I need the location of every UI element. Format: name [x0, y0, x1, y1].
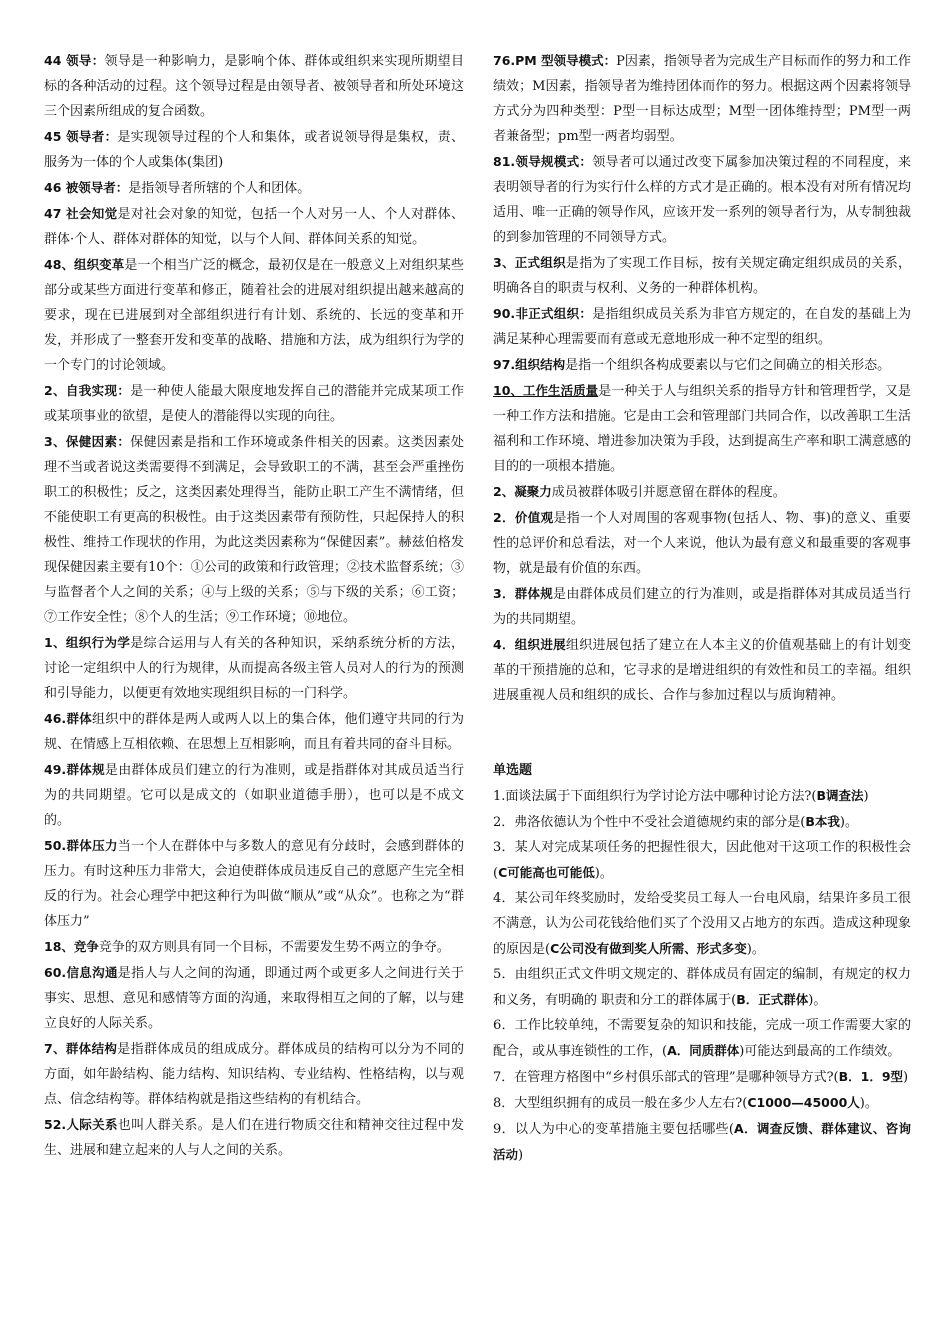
right-column: [493, 48, 911, 1168]
definition-entry: [44, 378, 464, 429]
question-text: 4．某公司年终奖励时，发给受奖员工每人一台电风扇，结果许多员工很不满意，认为公司花钱给他们买了个没用又占地方的东西。造成这种现象的原因是(: [493, 891, 911, 957]
definition-term: 10、工作生活质量: [493, 383, 599, 398]
question-tail: )。: [808, 993, 827, 1008]
question-tail: )。: [594, 866, 613, 881]
definition-text: 组织中的群体是两人或两人以上的集合体，他们遵守共同的行为规、在情感上互相依赖、在思想上互相影响，而且有着共同的奋斗目标。: [44, 712, 464, 752]
definition-term: 90.非正式组织：: [493, 306, 593, 321]
question-answer: C可能高也可能低: [498, 865, 595, 880]
definition-entry: [493, 352, 911, 378]
definition-entry: [44, 1112, 464, 1163]
question-answer: B．正式群体: [736, 992, 809, 1007]
definition-entry: [44, 124, 464, 175]
definition-term: 45 领导者：: [44, 129, 118, 144]
definition-entry: [493, 581, 911, 632]
definition-text: 是由群体成员们建立的行为准则，或是指群体对其成员适当行为的共同期望。它可以是成文的（如职业道德手册），也可以是不成文的。: [44, 763, 464, 828]
definition-term: 4．组织进展: [493, 637, 566, 652]
left-column: [44, 48, 464, 1163]
definition-text: 是指一个组织各构成要素以与它们之间确立的相关形态。: [565, 358, 891, 373]
question-text: 2．弗洛依德认为个性中不受社会道德规约束的部分是(: [493, 815, 806, 830]
quiz-title: 单选题: [493, 763, 533, 778]
definition-text: 领导者可以通过改变下属参加决策过程的不同程度，来表明领导者的行为实行什么样的方式才是正确的。根本没有对所有情况均适用、唯一正确的领导作风，应该开发一系列的领导者行为，从专制独裁的到参加管理的不同领导方式。: [493, 155, 911, 245]
definition-entry: [493, 149, 911, 250]
definition-entry: [493, 250, 911, 301]
definition-term: 2、自我实现：: [44, 383, 131, 398]
question-text: 1.面谈法属于下面组织行为学讨论方法中哪种讨论方法?(: [493, 789, 817, 804]
definition-text: 是实现领导过程的个人和集体，或者说领导得是集权，责、服务为一体的个人或集体(集团): [44, 130, 464, 170]
quiz-question: [493, 835, 911, 886]
quiz-question: [493, 809, 911, 835]
definition-term: 3．群体规: [493, 586, 554, 601]
definition-term: 97.组织结构: [493, 357, 566, 372]
quiz-question: [493, 1013, 911, 1064]
question-answer: B调查法: [816, 788, 864, 803]
definition-entry: [44, 833, 464, 934]
quiz-question: [493, 962, 911, 1013]
definition-text: 是一种使人能最大限度地发挥自己的潜能并完成某项工作或某项事业的欲望，是使人的潜能得以实现的向往。: [44, 384, 464, 424]
quiz-question: [493, 1064, 911, 1090]
definition-text: 领导是一种影响力，是影响个体、群体或组织来实现所期望目标的各种活动的过程。这个领导过程是由领导者、被领导者和所处环境这三个因素所组成的复合函数。: [44, 54, 464, 119]
question-text: 7．在管理方格图中“乡村俱乐部式的管理”是哪种领导方式?(: [493, 1070, 839, 1085]
definition-text: 是一个相当广泛的概念，最初仅是在一般意义上对组织某些部分或某些方面进行变革和修正，随着社会的进展对组织提出越来越高的要求，现在已进展到对全部组织进行有计划、系统的、长远的变革和开发，并形成了一整套开发和变革的战略、措施和方法，成为组织行为学的一个专门的讨论领域。: [44, 258, 464, 373]
definition-term: 50.群体压力: [44, 838, 118, 853]
definition-term: 52.人际关系: [44, 1117, 118, 1132]
question-tail: )可能达到最高的工作绩效。: [739, 1044, 901, 1059]
definition-entry: [44, 201, 464, 252]
definition-text: 是指为了实现工作目标，按有关规定确定组织成员的关系，明确各自的职责与权利、义务的一种群体机构。: [493, 256, 911, 296]
definition-entry: [44, 1036, 464, 1112]
definition-entry: [44, 630, 464, 706]
definition-term: 44 领导：: [44, 53, 105, 68]
definition-text: 是指人与人之间的沟通，即通过两个或更多人之间进行关于事实、思想、意见和感情等方面的沟通，来取得相互之间的了解，以与建立良好的人际关系。: [44, 966, 464, 1031]
definition-text: P因素，指领导者为完成生产目标而作的努力和工作绩效；M因素，指领导者为维持团体而作的努力。根据这两个因素将领导方式分为四种类型：P型一目标达成型；M型一团体维持型；PM型一两者兼备型；pm型一两者均弱型。: [493, 54, 911, 144]
question-tail: ): [518, 1148, 524, 1163]
definition-term: 3、保健因素：: [44, 434, 131, 449]
quiz-question: [493, 886, 911, 962]
quiz-list: [493, 783, 911, 1168]
definition-text: 是指群体成员的组成成分。群体成员的结构可以分为不同的方面，如年龄结构、能力结构、知识结构、专业结构、性格结构，以与观点、信念结构等。群体结构就是指这些结构的有机结合。: [44, 1042, 464, 1107]
question-text: 5．由组织正式文件明文规定的、群体成员有固定的编制，有规定的权力和义务，有明确的 职责和分工的群体属于(: [493, 967, 911, 1008]
definition-entry: [44, 706, 464, 757]
definition-entry: [493, 632, 911, 708]
definition-term: 81.领导规模式：: [493, 154, 593, 169]
question-text: 8．大型组织拥有的成员一般在多少人左右?(: [493, 1096, 748, 1111]
question-answer: C1000—45000人: [747, 1095, 860, 1110]
definition-text: 是指一个人对周围的客观事物(包括人、物、事)的意义、重要性的总评价和总看法，对一个人来说，他认为最有意义和最重要的客观事物，就是最有价值的东西。: [493, 511, 911, 576]
definition-term: 7、群体结构: [44, 1041, 118, 1056]
definition-entry: [44, 934, 464, 960]
quiz-section: [493, 758, 911, 1168]
definition-text: 当一个人在群体中与多数人的意见有分歧时，会感到群体的压力。有时这种压力非常大，会迫使群体成员违反自己的意愿产生完全相反的行为。社会心理学中把这种行为叫做“顺从”或“从众”。也称之为“群体压力”: [44, 839, 464, 929]
definition-text: 是综合运用与人有关的各种知识，采纳系统分析的方法，讨论一定组织中人的行为规律，从而提高各级主管人员对人的行为的预测和引导能力，以便更有效地实现组织目标的一门科学。: [44, 636, 464, 701]
definition-term: 48、组织变革: [44, 257, 125, 272]
definition-text: 也叫人群关系。是人们在进行物质交往和精神交往过程中发生、进展和建立起来的人与人之间的关系。: [44, 1118, 464, 1158]
definition-entry: [493, 48, 911, 149]
definition-text: 是指领导者所辖的个人和团体。: [128, 181, 311, 196]
definition-term: 2．价值观: [493, 510, 554, 525]
definition-entry: [493, 505, 911, 581]
definition-term: 47 社会知觉: [44, 206, 118, 221]
definition-entry: [493, 301, 911, 352]
definition-entry: [44, 757, 464, 833]
question-tail: )。: [859, 1096, 878, 1111]
definition-entry: [44, 48, 464, 124]
definitions-list: [493, 48, 911, 708]
definition-text: 是指组织成员关系为非官方规定的，在自发的基础上为满足某种心理需要而有意或无意地形成一种不定型的组织。: [493, 307, 911, 347]
definition-text: 是由群体成员们建立的行为准则，或是指群体对其成员适当行为的共同期望。: [493, 587, 911, 627]
definition-entry: [493, 479, 911, 505]
definition-term: 1、组织行为学: [44, 635, 131, 650]
definition-term: 46 被领导者：: [44, 180, 129, 195]
question-answer: A．调查反馈、群体建议、咨询活动: [493, 1121, 911, 1162]
definition-term: 76.PM 型领导模式：: [493, 53, 617, 68]
definition-text: 成员被群体吸引并愿意留在群体的程度。: [551, 485, 786, 500]
question-text: 3．某人对完成某项任务的把握性很大，因此他对干这项工作的积极性会(: [493, 840, 911, 881]
definition-entry: [44, 960, 464, 1036]
definition-entry: [44, 175, 464, 201]
question-text: 9．以人为中心的变革措施主要包括哪些(: [493, 1122, 735, 1137]
question-tail: )。: [839, 815, 858, 830]
question-tail: )。: [746, 942, 765, 957]
question-tail: ): [903, 1070, 909, 1085]
definition-term: 3、正式组织: [493, 255, 566, 270]
question-tail: ): [863, 789, 869, 804]
definition-text: 竞争的双方则具有同一个目标，不需要发生势不两立的争夺。: [98, 940, 450, 955]
definition-term: 49.群体规: [44, 762, 105, 777]
quiz-question: [493, 1116, 911, 1168]
spacer: [493, 708, 911, 758]
definition-term: 18、竞争: [44, 939, 99, 954]
quiz-question: [493, 783, 911, 809]
question-answer: A．同质群体: [667, 1043, 740, 1058]
definition-entry: [44, 252, 464, 378]
question-answer: B．1．9型: [838, 1069, 904, 1084]
definition-entry: [44, 429, 464, 630]
definition-text: 组织进展包括了建立在人本主义的价值观基础上的有计划变革的干预措施的总和，它寻求的是增进组织的有效性和员工的幸福。组织进展重视人员和组织的成长、合作与参加过程以与质询精神。: [493, 638, 911, 703]
quiz-question: [493, 1090, 911, 1116]
definition-entry: [493, 378, 911, 479]
definition-term: 60.信息沟通: [44, 965, 118, 980]
definition-text: 是一种关于人与组织关系的指导方针和管理哲学，又是一种工作方法和措施。它是由工会和管理部门共同合作，以改善职工生活福利和工作环境、增进参加决策为手段，达到提高生产率和职工满意感的目的的一项根本措施。: [493, 384, 911, 474]
question-text: 6．工作比较单纯，不需要复杂的知识和技能，完成一项工作需要大家的配合，或从事连锁性的工作，(: [493, 1018, 911, 1059]
definition-term: 2、凝聚力: [493, 484, 552, 499]
definition-text: 是对社会对象的知觉，包括一个人对另一人、个人对群体、群体·个人、群体对群体的知觉，以与个人间、群体间关系的知觉。: [44, 207, 464, 247]
question-answer: C公司没有做到奖人所需、形式多变: [550, 941, 747, 956]
definition-text: 保健因素是指和工作环境或条件相关的因素。这类因素处理不当或者说这类需要得不到满足，会导致职工的不满，甚至会严重挫伤职工的积极性；反之，这类因素处理得当，能防止职工产生不满情绪，但不能使职工有更高的积极性。由于这类因素带有预防性，只起保持人的积极性、维持工作现状的作用，为此这类因素称为“保健因素”。赫兹伯格发现保健因素主要有10个：①公司的政策和行政管理；②技术监督系统；③与监督者个人之间的关系；④与上级的关系；⑤与下级的关系；⑥工资；⑦工作安全性；⑧个人的生活；⑨工作环境；⑩地位。: [44, 435, 464, 625]
definition-term: 46.群体: [44, 711, 93, 726]
question-answer: B本我: [805, 814, 840, 829]
